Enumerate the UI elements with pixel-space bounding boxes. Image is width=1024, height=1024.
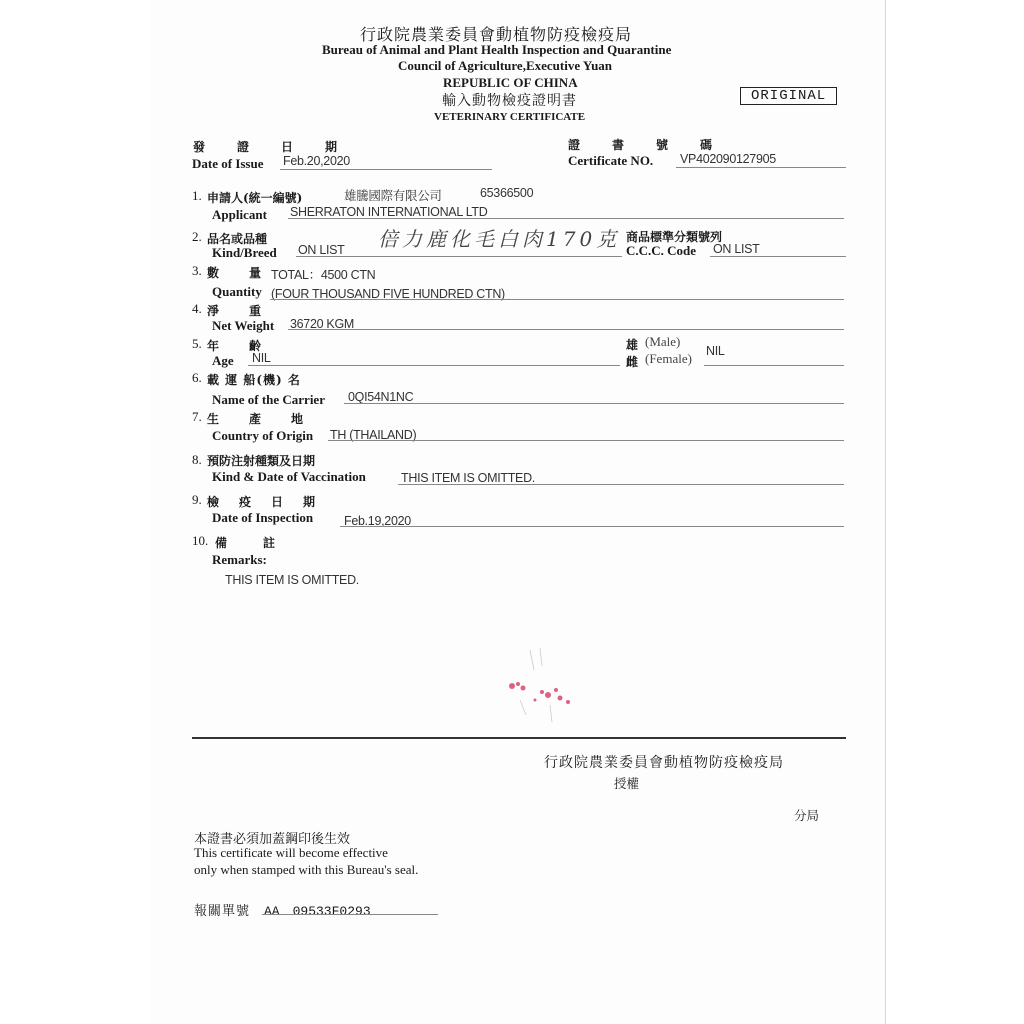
field-9-number: 9. [192, 492, 202, 507]
remarks-value: THIS ITEM IS OMITTED. [225, 573, 359, 587]
age-label-en: Age [212, 353, 234, 368]
applicant-line [288, 218, 844, 219]
field-10-number: 10. [192, 533, 209, 548]
footer-note-en-1: This certificate will become effective [194, 845, 388, 860]
quantity-label-en: Quantity [212, 284, 262, 299]
quantity-label-zh: 數 量 [207, 266, 264, 280]
kind-label-zh: 品名或品種 [207, 232, 268, 246]
carrier-label-zh: 載 運 船(機) 名 [207, 373, 301, 387]
applicant-value: SHERRATON INTERNATIONAL LTD [290, 205, 488, 219]
issue-date-value: Feb.20,2020 [283, 154, 350, 168]
net-weight-label-zh: 淨 重 [207, 304, 264, 318]
age-value: NIL [252, 351, 271, 365]
cert-title-zh: 輸入動物檢疫證明書 [442, 93, 577, 109]
cert-no-value: VP402090127905 [680, 152, 776, 166]
quantity-line [270, 299, 844, 300]
kind-label-en: Kind/Breed [212, 245, 277, 260]
customs-label-zh: 報關單號 [194, 904, 251, 919]
quantity-value: (FOUR THOUSAND FIVE HUNDRED CTN) [271, 287, 505, 301]
inspection-label-zh: 檢 疫 日 期 [207, 495, 320, 509]
kind-line [296, 256, 622, 257]
carrier-line [344, 403, 844, 404]
male-label-zh: 雄 [626, 338, 641, 352]
customs-line [262, 914, 438, 915]
origin-line [328, 440, 844, 441]
kind-value: ON LIST [298, 243, 345, 257]
origin-label-en: Country of Origin [212, 428, 314, 443]
cert-no-label-en: Certificate NO. [568, 153, 654, 168]
ccc-label-zh: 商品標準分類號列 [626, 230, 723, 244]
applicant-label-zh: 申請人(統一編號) [207, 191, 303, 205]
net-weight-label-en: Net Weight [212, 318, 275, 333]
issue-date-line [280, 169, 492, 170]
country-title-en: REPUBLIC OF CHINA [443, 75, 578, 90]
signature-agency-zh: 行政院農業委員會動植物防疫檢疫局 [544, 755, 784, 771]
field-3-number: 3. [192, 263, 202, 278]
field-2-number: 2. [192, 229, 202, 244]
net-weight-value: 36720 KGM [290, 317, 355, 331]
field-7-number: 7. [192, 409, 202, 424]
field-6-number: 6. [192, 370, 202, 385]
signature-authorized-zh: 授權 [614, 776, 640, 791]
female-label-en: (Female) [645, 351, 692, 366]
applicant-id: 65366500 [480, 186, 534, 200]
field-1-number: 1. [192, 188, 202, 203]
issue-date-label-en: Date of Issue [192, 156, 264, 171]
inspection-label-en: Date of Inspection [212, 510, 314, 525]
bureau-title-en: Bureau of Animal and Plant Health Inspection and Quarantine [322, 42, 672, 57]
kind-handwritten-note: 倍力鹿化毛白肉170克 [378, 227, 621, 251]
inspection-value: Feb.19,2020 [344, 514, 411, 528]
sex-value: NIL [706, 344, 725, 358]
signature-divider [192, 737, 846, 739]
ccc-label-en: C.C.C. Code [626, 243, 697, 258]
footer-note-zh: 本證書必須加蓋鋼印後生效 [194, 832, 351, 847]
footer-note-en-2: only when stamped with this Bureau's seal. [194, 862, 419, 877]
field-4-number: 4. [192, 301, 202, 316]
male-label-en: (Male) [645, 334, 681, 349]
vaccination-value: THIS ITEM IS OMITTED. [401, 471, 535, 485]
sex-line [704, 365, 844, 366]
seal-ink-mark [490, 640, 590, 730]
cert-no-line [676, 167, 846, 168]
age-label-zh: 年 齡 [207, 339, 264, 353]
field-8-number: 8. [192, 452, 202, 467]
quantity-total: TOTAL：4500 CTN [271, 268, 376, 282]
origin-value: TH (THAILAND) [330, 428, 417, 442]
original-stamp: ORIGINAL [740, 87, 837, 105]
field-5-number: 5. [192, 336, 202, 351]
remarks-label-en: Remarks: [212, 552, 267, 567]
vaccination-label-en: Kind & Date of Vaccination [212, 469, 366, 484]
vaccination-line [398, 484, 844, 485]
ccc-line [710, 256, 846, 257]
issue-date-label-zh: 發 證 日 期 [193, 140, 348, 154]
cert-title-en: VETERINARY CERTIFICATE [434, 111, 586, 123]
agency-title-zh: 行政院農業委員會動植物防疫檢疫局 [360, 25, 633, 44]
customs-value: AA 09533F0293 [264, 904, 371, 919]
applicant-name-zh: 雄騰國際有限公司 [344, 189, 442, 203]
inspection-line [340, 526, 844, 527]
carrier-value: 0QI54N1NC [348, 390, 414, 404]
applicant-label-en: Applicant [212, 207, 267, 222]
vaccination-label-zh: 預防注射種類及日期 [207, 454, 316, 468]
female-label-zh: 雌 [626, 355, 641, 369]
origin-label-zh: 生 產 地 [207, 412, 306, 426]
net-weight-line [288, 329, 844, 330]
carrier-label-en: Name of the Carrier [212, 392, 325, 407]
remarks-label-zh: 備 註 [215, 536, 280, 550]
signature-branch-zh: 分局 [794, 808, 820, 823]
cert-no-label-zh: 證 書 號 碼 [568, 138, 723, 152]
council-title-en: Council of Agriculture,Executive Yuan [398, 58, 613, 73]
ccc-value: ON LIST [713, 242, 760, 256]
age-line [248, 365, 620, 366]
